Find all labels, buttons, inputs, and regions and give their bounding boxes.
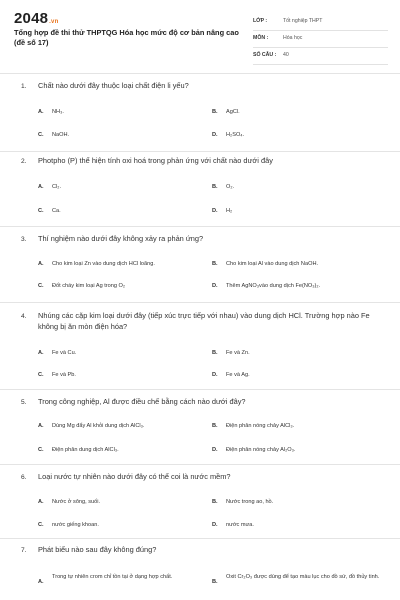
option-letter: D. xyxy=(212,447,218,453)
option-letter: D. xyxy=(212,522,218,528)
option-text: H₂ xyxy=(226,208,233,214)
option-letter: D. xyxy=(212,283,218,289)
meta-row-class xyxy=(253,14,388,31)
option-text: Cho kim loại Zn vào dung dịch HCl loãng. xyxy=(52,261,155,267)
question-text: Thí nghiệm nào dưới đây không xảy ra phản ứng? xyxy=(38,234,204,243)
option-letter: D. xyxy=(212,372,218,378)
option-text: Fe và Ag. xyxy=(226,372,250,378)
document-header xyxy=(0,0,400,72)
question-4 xyxy=(0,303,400,393)
option-text: H₂SO₄. xyxy=(226,132,245,138)
meta-label: LỚP : xyxy=(253,18,268,24)
option-letter: A. xyxy=(38,423,44,429)
option-text: Cho kim loại Al vào dung dịch NaOH. xyxy=(226,261,319,267)
logo-suffix: .vn xyxy=(49,19,59,25)
question-6 xyxy=(0,465,400,543)
question-text: Photpho (P) thể hiện tính oxi hoá trong phản ứng với chất nào dưới đây xyxy=(38,156,273,165)
meta-label: SỐ CÂU : xyxy=(253,52,277,58)
meta-row-count xyxy=(253,48,388,65)
option-text: Nước ở sông, suối. xyxy=(52,499,101,505)
option-text: Thêm AgNO₃vào dung dịch Fe(NO₃)₂. xyxy=(226,283,321,289)
option-text: Điện phân nóng chảy Al₂O₃. xyxy=(226,447,296,453)
option-letter: A. xyxy=(38,261,44,267)
meta-value: Tốt nghiệp THPT xyxy=(283,18,323,24)
meta-row-subject xyxy=(253,31,388,48)
question-text: Chất nào dưới đây thuộc loại chất điện li yếu? xyxy=(38,81,189,90)
option-text: NH₃. xyxy=(52,109,64,115)
option-letter: C. xyxy=(38,447,44,453)
question-text: Trong công nghiệp, Al được điều chế bằng cách nào dưới đây? xyxy=(38,397,246,406)
question-number: 4. xyxy=(21,313,27,320)
option-letter: B. xyxy=(212,261,218,267)
option-text: Oxit Cr₂O₃ được dùng để tạo màu lục cho đồ sứ, đồ thủy tinh. xyxy=(226,574,380,580)
question-number: 7. xyxy=(21,547,27,554)
option-letter: A. xyxy=(38,579,44,585)
option-text: Nước trong ao, hồ. xyxy=(226,499,274,505)
question-number: 2. xyxy=(21,158,27,165)
option-letter: B. xyxy=(212,350,218,356)
option-text: Điện phân dung dịch AlCl₃. xyxy=(52,447,119,453)
question-3 xyxy=(0,227,400,305)
option-text: nước mưa. xyxy=(226,522,254,528)
question-number: 3. xyxy=(21,236,27,243)
option-letter: B. xyxy=(212,423,218,429)
option-letter: C. xyxy=(38,132,44,138)
question-2 xyxy=(0,152,400,230)
option-text: Trong tự nhiên crom chỉ tồn tại ở dạng hợp chất. xyxy=(52,574,173,580)
option-letter: A. xyxy=(38,350,44,356)
option-letter: A. xyxy=(38,109,44,115)
meta-value: 40 xyxy=(283,52,289,58)
option-letter: A. xyxy=(38,499,44,505)
meta-label: MÔN : xyxy=(253,35,269,41)
option-text: Đốt cháy kim loại Ag trong O₂ xyxy=(52,283,126,289)
option-text: Cl₂. xyxy=(52,184,62,190)
option-text: Điện phân nóng chảy AlCl₃. xyxy=(226,423,295,429)
option-text: AgCl. xyxy=(226,109,240,115)
option-text: O₂. xyxy=(226,184,235,190)
option-letter: C. xyxy=(38,522,44,528)
question-5 xyxy=(0,390,400,468)
option-letter: B. xyxy=(212,579,218,585)
question-1 xyxy=(0,74,400,152)
question-number: 5. xyxy=(21,399,27,406)
logo-text: 2048 xyxy=(14,10,49,27)
meta-value: Hóa học xyxy=(283,35,303,41)
option-text: Fe và Cu. xyxy=(52,350,77,356)
document-title: Tổng hợp đề thi thử THPTQG Hóa học mức độ cơ bản nâng cao (đề số 17) xyxy=(14,28,239,47)
option-text: Dùng Mg đẩy Al khỏi dung dịch AlCl₃. xyxy=(52,423,145,429)
site-logo[interactable] xyxy=(14,10,58,27)
document-meta xyxy=(253,14,388,65)
option-letter: D. xyxy=(212,208,218,214)
option-text: NaOH. xyxy=(52,132,70,138)
question-number: 1. xyxy=(21,83,27,90)
option-text: Fe và Zn. xyxy=(226,350,250,356)
option-text: Fe và Pb. xyxy=(52,372,76,378)
option-letter: A. xyxy=(38,184,44,190)
option-letter: B. xyxy=(212,184,218,190)
question-number: 6. xyxy=(21,474,27,481)
option-letter: C. xyxy=(38,208,44,214)
question-text: Phát biểu nào sau đây không đúng? xyxy=(38,545,157,554)
option-text: nước giếng khoan. xyxy=(52,522,99,528)
question-7 xyxy=(0,539,400,600)
option-letter: C. xyxy=(38,283,44,289)
option-letter: C. xyxy=(38,372,44,378)
option-letter: B. xyxy=(212,109,218,115)
question-text: Loại nước tự nhiên nào dưới đây có thể coi là nước mềm? xyxy=(38,472,231,481)
option-letter: B. xyxy=(212,499,218,505)
option-text: Ca. xyxy=(52,208,61,214)
option-letter: D. xyxy=(212,132,218,138)
question-text: Nhúng các cặp kim loại dưới đây (tiếp xúc trực tiếp với nhau) vào dung dịch HCl. Trường hợp nào Fe không bị ăn mòn điện hóa? xyxy=(38,311,370,331)
